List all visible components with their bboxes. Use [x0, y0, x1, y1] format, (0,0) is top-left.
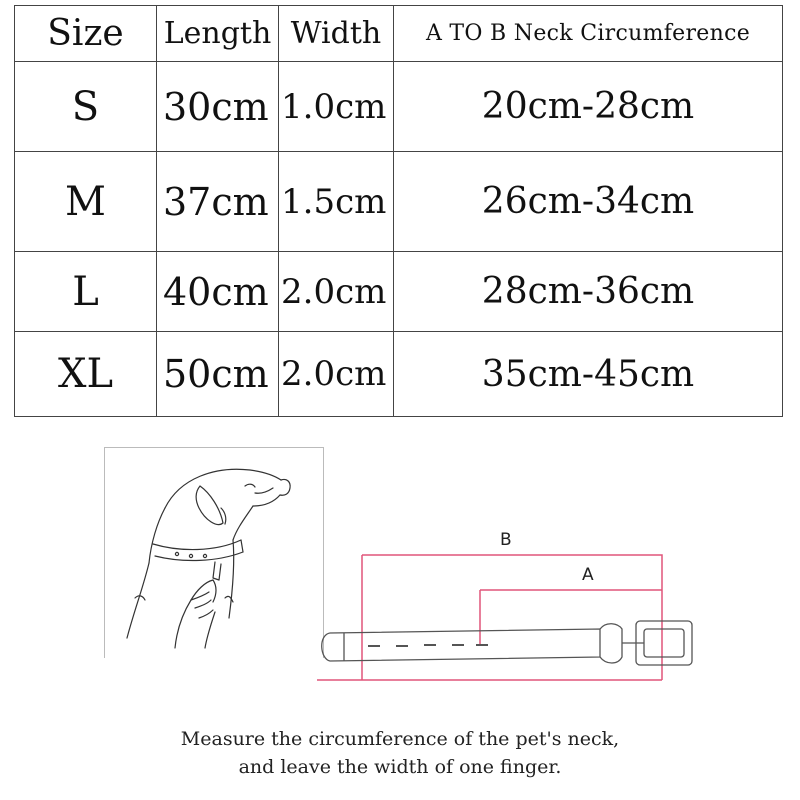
cell-length: 50cm — [157, 332, 279, 417]
dog-illustration — [104, 447, 324, 658]
header-length: Length — [157, 6, 279, 62]
caption-line-1: Measure the circumference of the pet's neck, — [180, 728, 620, 750]
cell-neck: 35cm-45cm — [394, 332, 783, 417]
cell-width: 1.5cm — [279, 152, 394, 252]
collar-holes — [368, 645, 488, 646]
cell-size: S — [15, 62, 157, 152]
dog-sketch-icon — [105, 448, 323, 658]
cell-width: 1.0cm — [279, 62, 394, 152]
header-size: Size — [15, 6, 157, 62]
label-b: B — [500, 530, 512, 550]
label-a: A — [582, 565, 594, 585]
size-table — [14, 5, 783, 417]
cell-width: 2.0cm — [279, 252, 394, 332]
header-width: Width — [279, 6, 394, 62]
collar-diagram — [300, 525, 720, 695]
cell-neck: 26cm-34cm — [394, 152, 783, 252]
header-neck-circumference: A TO B Neck Circumference — [394, 6, 783, 62]
table-row — [15, 152, 783, 252]
collar-measurement-svg — [300, 525, 720, 695]
caption-line-2: and leave the width of one finger. — [238, 756, 562, 778]
cell-size: M — [15, 152, 157, 252]
cell-length: 37cm — [157, 152, 279, 252]
cell-length: 40cm — [157, 252, 279, 332]
collar-strap — [322, 621, 692, 665]
measure-a-bracket — [480, 590, 662, 645]
table-row — [15, 252, 783, 332]
measure-b-bracket — [362, 555, 662, 680]
cell-length: 30cm — [157, 62, 279, 152]
cell-size: XL — [15, 332, 157, 417]
table-header-row — [15, 6, 783, 62]
cell-size: L — [15, 252, 157, 332]
cell-neck: 20cm-28cm — [394, 62, 783, 152]
cell-neck: 28cm-36cm — [394, 252, 783, 332]
cell-width: 2.0cm — [279, 332, 394, 417]
table-row — [15, 332, 783, 417]
table-row — [15, 62, 783, 152]
